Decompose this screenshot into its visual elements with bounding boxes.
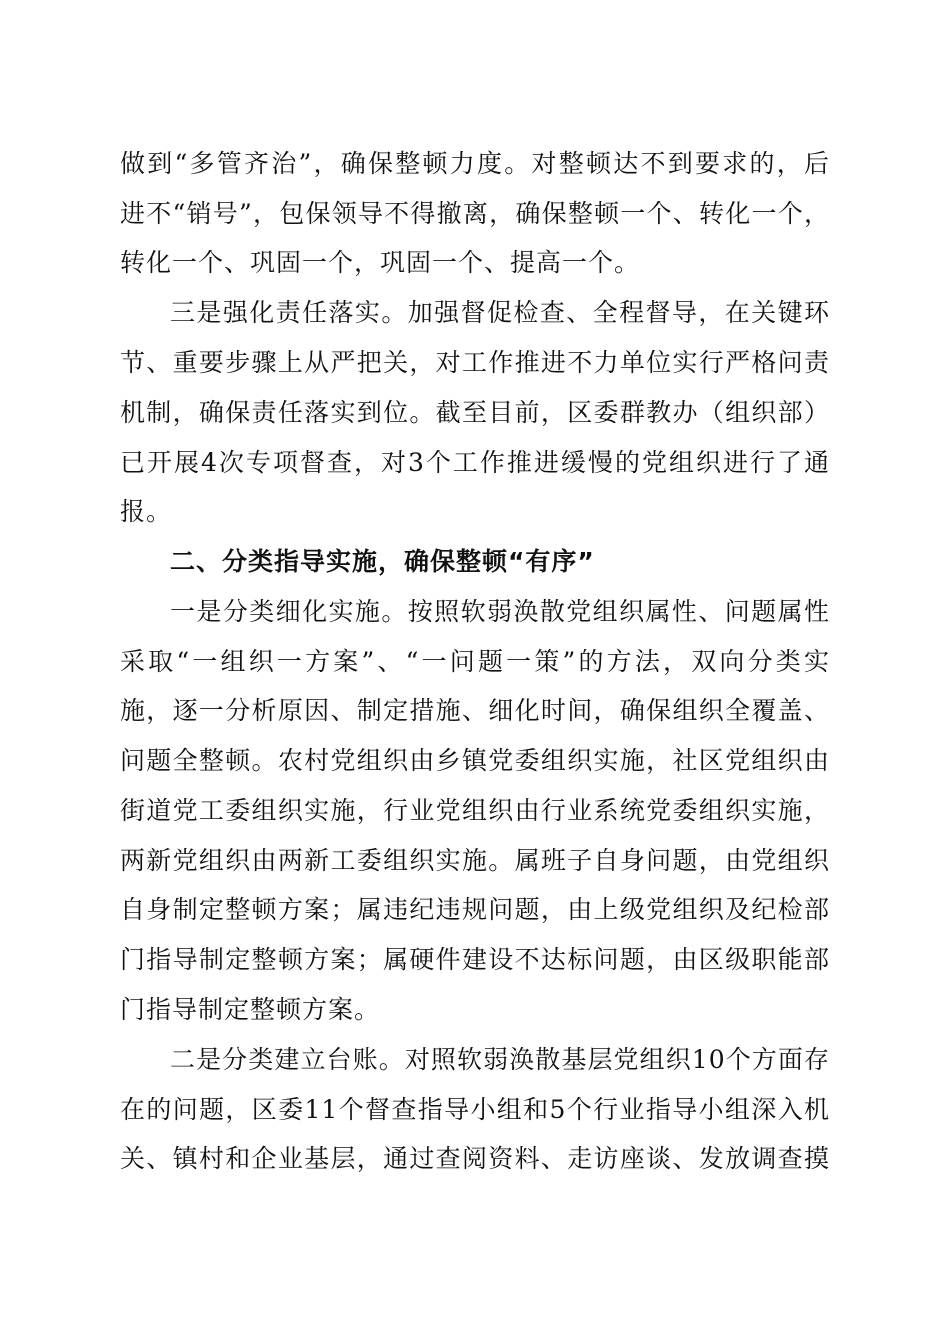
text-line: 街道党工委组织实施，行业党组织由行业系统党委组织实施，	[120, 796, 830, 825]
text-line: 报。	[120, 497, 173, 526]
text-line: 已开展4次专项督查，对3个工作推进缓慢的党组织进行了通	[120, 448, 830, 477]
paragraph-start-line: 一是分类细化实施。按照软弱涣散党组织属性、问题属性	[170, 597, 830, 626]
text-line: 关、镇村和企业基层，通过查阅资料、走访座谈、发放调查摸	[120, 1144, 830, 1173]
text-line: 进不“销号”，包保领导不得撤离，确保整顿一个、转化一个，	[120, 199, 830, 228]
paragraph-start-line: 二是分类建立台账。对照软弱涣散基层党组织10个方面存	[170, 1045, 830, 1074]
text-line: 问题全整顿。农村党组织由乡镇党委组织实施，社区党组织由	[120, 746, 830, 775]
text-line: 门指导制定整顿方案；属硬件建设不达标问题，由区级职能部	[120, 945, 830, 974]
paragraph-start-line: 三是强化责任落实。加强督促检查、全程督导，在关键环	[170, 298, 830, 327]
text-line: 门指导制定整顿方案。	[120, 995, 381, 1024]
text-line: 施，逐一分析原因、制定措施、细化时间，确保组织全覆盖、	[120, 696, 830, 725]
text-line: 在的问题，区委11个督查指导小组和5个行业指导小组深入机	[120, 1095, 830, 1124]
text-line: 做到“多管齐治”，确保整顿力度。对整顿达不到要求的，后	[120, 149, 830, 178]
text-line: 节、重要步骤上从严把关，对工作推进不力单位实行严格问责	[120, 348, 830, 377]
text-line: 采取“一组织一方案”、“一问题一策”的方法，双向分类实	[120, 647, 830, 676]
text-line: 机制，确保责任落实到位。截至目前，区委群教办（组织部）	[120, 398, 830, 427]
text-line: 转化一个、巩固一个，巩固一个、提高一个。	[120, 248, 641, 277]
text-line: 自身制定整顿方案；属违纪违规问题，由上级党组织及纪检部	[120, 895, 830, 924]
section-heading: 二、分类指导实施，确保整顿“有序”	[170, 547, 595, 576]
text-line: 两新党组织由两新工委组织实施。属班子自身问题，由党组织	[120, 846, 830, 875]
